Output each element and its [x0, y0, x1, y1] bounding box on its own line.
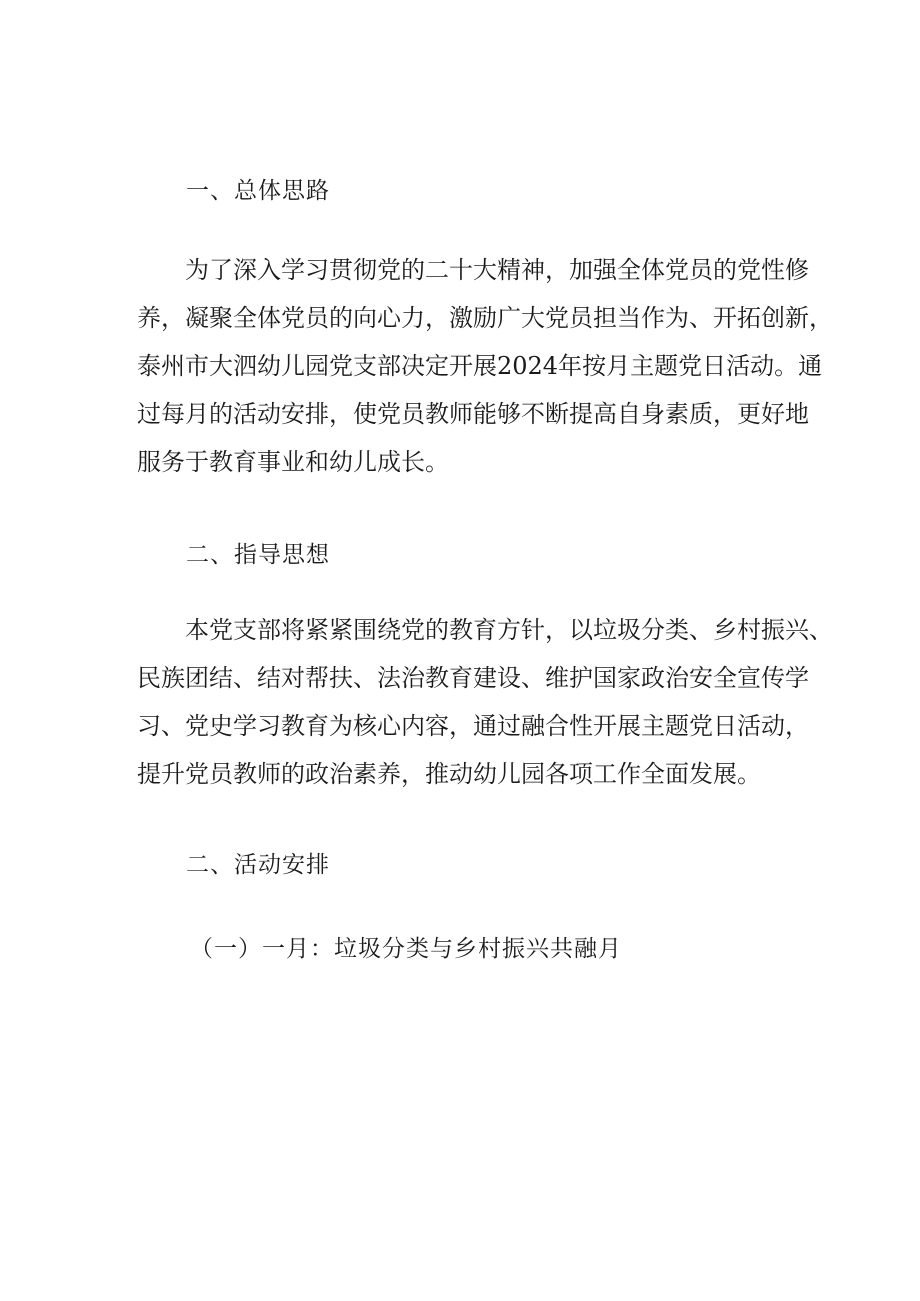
section-heading-overall-idea: 一、总体思路 — [186, 178, 330, 204]
paragraph-line: 本党支部将紧紧围绕党的教育方针，以垃圾分类、乡村振兴、 — [185, 616, 833, 644]
paragraph-line: 养，凝聚全体党员的向心力，激励广大党员担当作为、开拓创新， — [137, 304, 833, 332]
paragraph-line: 服务于教育事业和幼儿成长。 — [137, 448, 449, 476]
section-heading-guiding-thought: 二、指导思想 — [186, 542, 330, 568]
paragraph-overall-idea — [137, 246, 833, 486]
paragraph-line: 习、党史学习教育为核心内容，通过融合性开展主题党日活动， — [137, 712, 809, 740]
paragraph-line: 泰州市大泗幼儿园党支部决定开展2024年按月主题党日活动。通 — [137, 352, 823, 380]
paragraph-line: 为了深入学习贯彻党的二十大精神，加强全体党员的党性修 — [185, 256, 809, 284]
paragraph-guiding-thought — [137, 606, 833, 798]
section-heading-activity-arrangement: 二、活动安排 — [186, 852, 330, 878]
subsection-heading-january: （一）一月：垃圾分类与乡村振兴共融月 — [190, 936, 622, 962]
paragraph-line: 过每月的活动安排，使党员教师能够不断提高自身素质，更好地 — [137, 400, 809, 428]
paragraph-line: 民族团结、结对帮扶、法治教育建设、维护国家政治安全宣传学 — [137, 664, 809, 692]
paragraph-line: 提升党员教师的政治素养，推动幼儿园各项工作全面发展。 — [137, 760, 761, 788]
